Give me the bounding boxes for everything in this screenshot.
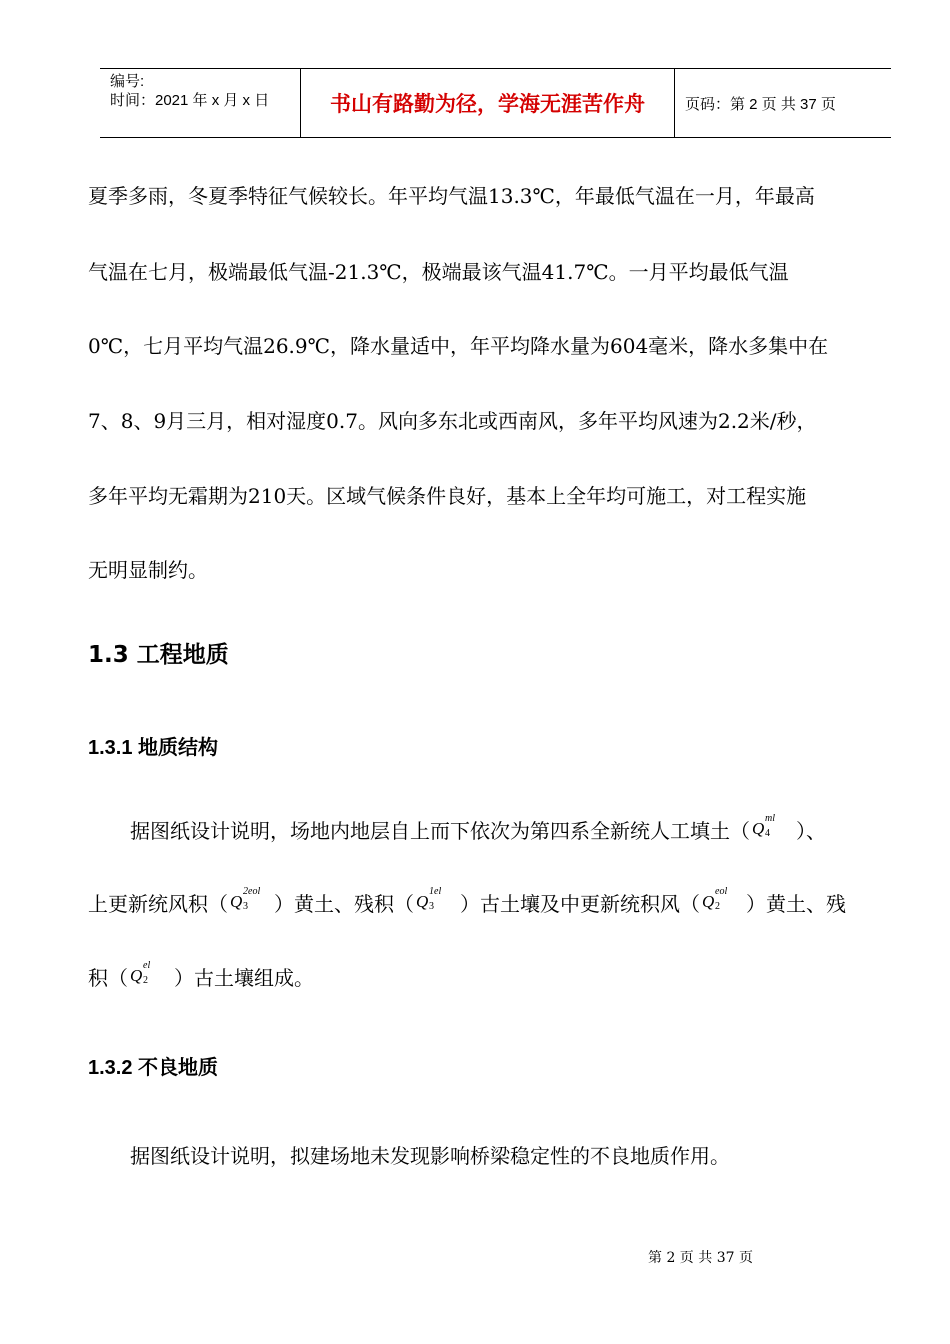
symbol-subscript: 2 bbox=[143, 975, 148, 986]
header-meta-cell bbox=[100, 69, 301, 137]
climate-line: 气温在七月，极端最低气温-21.3℃，极端最该气温41.7℃。一月平均最低气温 bbox=[88, 260, 789, 284]
symbol-subscript: 4 bbox=[765, 828, 770, 839]
symbol-subscript: 2 bbox=[715, 901, 720, 912]
geology-line-1 bbox=[130, 815, 826, 844]
text-fragment: 据图纸设计说明，场地内地层自上而下依次为第四系全新统人工填土（ bbox=[130, 819, 750, 843]
climate-line: 7、8、9月三月，相对湿度0.7。风向多东北或西南风，多年平均风速为2.2米/秒， bbox=[88, 409, 817, 433]
page-footer: 第 2 页 共 37 页 bbox=[648, 1250, 753, 1266]
section-heading-1-3-1: 1.3.1 地质结构 bbox=[88, 737, 219, 759]
document-number-label: 编号: bbox=[110, 73, 145, 90]
climate-line: 多年平均无霜期为210天。区域气候条件良好，基本上全年均可施工，对工程实施 bbox=[88, 484, 807, 508]
geology-line-2 bbox=[88, 888, 846, 917]
symbol-letter: Q bbox=[130, 966, 143, 985]
header-motto: 书山有路勤为径，学海无涯苦作舟 bbox=[301, 69, 675, 137]
text-fragment: ）黄土、残 bbox=[746, 892, 846, 916]
symbol-superscript: ml bbox=[765, 813, 775, 824]
text-fragment: ）、 bbox=[796, 819, 826, 843]
climate-line: 夏季多雨，冬夏季特征气候较长。年平均气温13.3℃，年最低气温在一月，年最高 bbox=[88, 184, 815, 208]
symbol-subscript: 3 bbox=[429, 901, 434, 912]
section-heading-1-3-2: 1.3.2 不良地质 bbox=[88, 1057, 219, 1079]
section-heading-1-3: 1.3 工程地质 bbox=[88, 642, 229, 668]
climate-line: 0℃，七月平均气温26.9℃，降水量适中，年平均降水量为604毫米，降水多集中在 bbox=[88, 334, 829, 358]
adverse-geology-paragraph: 据图纸设计说明，拟建场地未发现影响桥梁稳定性的不良地质作用。 bbox=[130, 1144, 730, 1168]
stratum-symbol bbox=[128, 962, 174, 986]
symbol-superscript: eol bbox=[715, 886, 728, 897]
symbol-letter: Q bbox=[702, 892, 715, 911]
text-fragment: 积（ bbox=[88, 966, 128, 990]
text-fragment: 上更新统风积（ bbox=[88, 892, 228, 916]
symbol-letter: Q bbox=[230, 892, 243, 911]
text-fragment: ）黄土、残积（ bbox=[274, 892, 414, 916]
symbol-superscript: el bbox=[143, 960, 151, 971]
symbol-letter: Q bbox=[752, 819, 765, 838]
document-time-label: 时间：2021 年 x 月 x 日 bbox=[110, 92, 270, 109]
page-header bbox=[100, 68, 891, 138]
stratum-symbol bbox=[228, 888, 274, 912]
symbol-letter: Q bbox=[416, 892, 429, 911]
text-fragment: ）古土壤及中更新统积风（ bbox=[460, 892, 700, 916]
geology-line-3 bbox=[88, 962, 314, 991]
stratum-symbol bbox=[414, 888, 460, 912]
header-page-label: 页码：第 2 页 共 37 页 bbox=[685, 95, 836, 113]
symbol-superscript: 1el bbox=[429, 886, 442, 897]
symbol-superscript: 2eol bbox=[243, 886, 261, 897]
text-fragment: ）古土壤组成。 bbox=[174, 966, 314, 990]
symbol-subscript: 3 bbox=[243, 901, 248, 912]
stratum-symbol bbox=[700, 888, 746, 912]
stratum-symbol bbox=[750, 815, 796, 839]
climate-line: 无明显制约。 bbox=[88, 558, 208, 582]
